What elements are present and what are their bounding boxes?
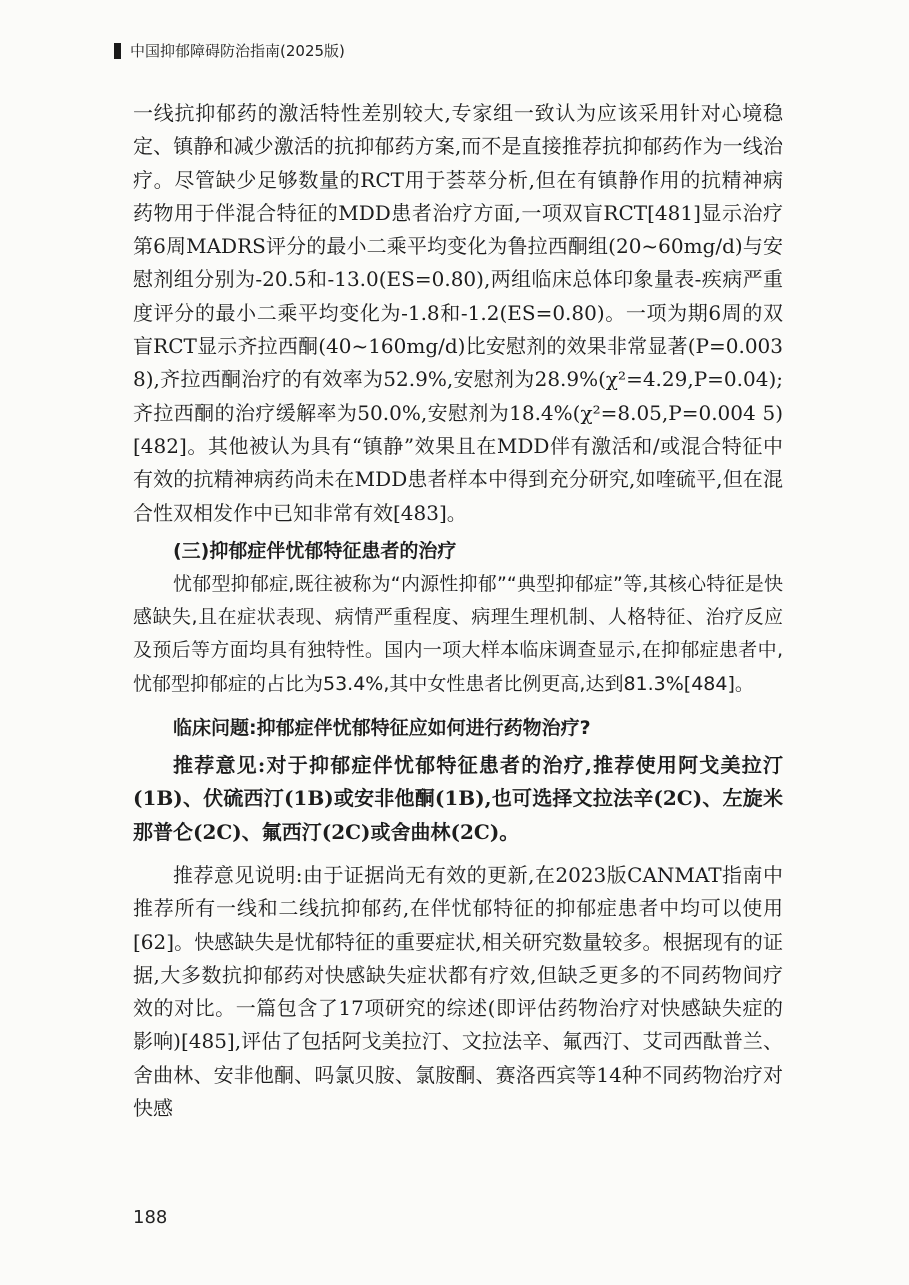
header-bar-icon (114, 43, 121, 59)
page-number: 188 (133, 1207, 168, 1228)
body-paragraph-1: 一线抗抑郁药的激活特性差别较大,专家组一致认为应该采用针对心境稳定、镇静和减少激活的抗抑郁药方案,而不是直接推荐抗抑郁药作为一线治疗。尽管缺少足够数量的RCT用于荟萃分析,但在有镇静作用的抗精神病药物用于伴混合特征的MDD患者治疗方面,一项双盲RCT[481]显示治疗第6周MADRS评分的最小二乘平均变化为鲁拉西酮组(20~60mg/d)与安慰剂组分别为-20.5和-13.0(ES=0.80),两组临床总体印象量表-疾病严重度评分的最小二乘平均变化为-1.8和-1.2(ES=0.80)。一项为期6周的双盲RCT显示齐拉西酮(40~160mg/d)比安慰剂的效果非常显著(P=0.003 8),齐拉西酮治疗的有效率为52.9%,安慰剂为28.9%(χ²=4.29,P=0.04);齐拉西酮的治疗缓解率为50.0%,安慰剂为18.4%(χ²=8.05,P=0.004 5)[482]。其他被认为具有“镇静”效果且在MDD伴有激活和/或混合特征中有效的抗精神病药尚未在MDD患者样本中得到充分研究,如喹硫平,但在混合性双相发作中已知非常有效[483]。 (133, 101, 783, 525)
running-header (114, 40, 345, 61)
page-content (133, 97, 783, 1125)
recommendation-explanation: 推荐意见说明:由于证据尚无有效的更新,在2023版CANMAT指南中推荐所有一线和二线抗抑郁药,在伴忧郁特征的抑郁症患者中均可以使用[62]。快感缺失是忧郁特征的重要症状,相关研究数量较多。根据现有的证据,大多数抗抑郁药对快感缺失症状都有疗效,但缺乏更多的不同药物间疗效的对比。一篇包含了17项研究的综述(即评估药物治疗对快感缺失症的影响)[485],评估了包括阿戈美拉汀、文拉法辛、氟西汀、艾司西酞普兰、舍曲林、安非他酮、吗氯贝胺、氯胺酮、赛洛西宾等14种不同药物治疗对快感 (133, 862, 783, 1121)
section-heading: (三)抑郁症伴忧郁特征患者的治疗 (173, 539, 457, 562)
clinical-question: 临床问题:抑郁症伴忧郁特征应如何进行药物治疗? (173, 717, 591, 740)
body-paragraph-2: 忧郁型抑郁症,既往被称为“内源性抑郁”“典型抑郁症”等,其核心特征是快感缺失,且在症状表现、病情严重程度、病理生理机制、人格特征、治疗反应及预后等方面均具有独特性。国内一项大样本临床调查显示,在抑郁症患者中,忧郁型抑郁症的占比为53.4%,其中女性患者比例更高,达到81.3%[484]。 (133, 572, 783, 695)
recommendation: 推荐意见:对于抑郁症伴忧郁特征患者的治疗,推荐使用阿戈美拉汀(1B)、伏硫西汀(1B)或安非他酮(1B),也可选择文拉法辛(2C)、左旋米那普仑(2C)、氟西汀(2C)或舍曲林(2C)。 (133, 753, 783, 844)
header-title: 中国抑郁障碍防治指南(2025版) (130, 42, 345, 60)
